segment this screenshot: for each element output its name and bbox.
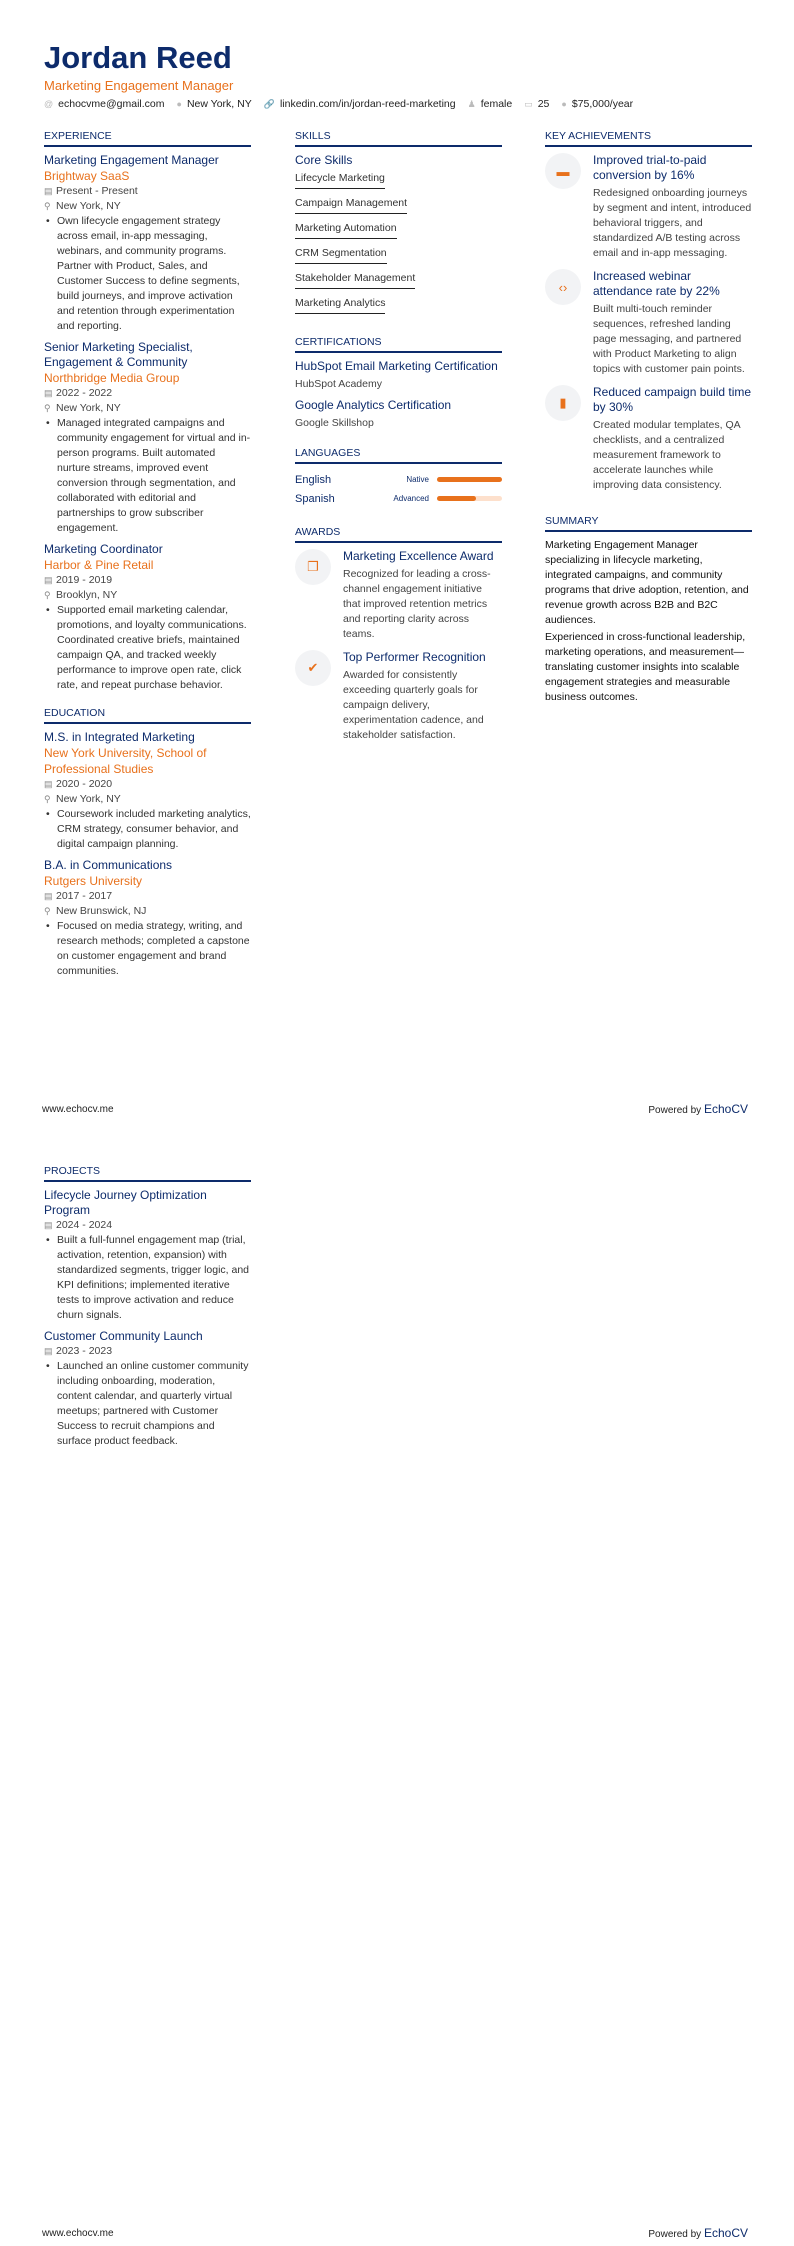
dates-text: 2020 - 2020 [56,778,113,790]
language-proficiency-fill [437,496,476,501]
footer-site-page2[interactable]: www.echocv.me [42,2228,114,2239]
brand-logo: EchoCV [703,1102,748,1116]
entry-organization: Brightway SaaS [44,169,130,183]
awards-heading: AWARDS [295,526,502,543]
bullet: • Managed integrated campaigns and community engagement for virtual and in-person programs. Built automated nurture streams, improved event conversion through segmentation, and collaborated with editorial and partnerships to grow subscriber engagement. [44,416,251,536]
entry-dates [44,1218,251,1233]
contact-item[interactable] [561,98,633,110]
contact-item[interactable] [177,98,252,110]
email-icon: @ [44,99,54,109]
calendar-icon: ▭ [524,99,533,109]
contact-text: female [480,98,513,110]
contact-text: 25 [537,98,550,110]
brand-logo: EchoCV [703,2226,748,2240]
bullet: • Own lifecycle engagement strategy across email, in-app messaging, webinars, and community programs. Partner with Product, Sales, and Customer Success to define segments, build journeys, and improve activation and retention through experimentation and reporting. [44,214,251,334]
awards-item [295,650,502,743]
skill-row [295,168,502,193]
entry-title: Marketing Coordinator [44,542,163,556]
location-text: Brooklyn, NY [56,589,118,601]
calendar-icon: ▤ [44,1346,53,1356]
dates-text: 2017 - 2017 [56,890,113,902]
card-body [593,153,752,261]
card-title: Marketing Excellence Award [343,549,494,563]
card-body [593,385,752,493]
entry-dates [44,1344,251,1359]
skills-heading: SKILLS [295,130,502,147]
person-icon: ♟ [467,99,476,109]
experience-entry [44,153,251,334]
education-entry [44,858,251,979]
location-pin-icon: ⚲ [44,906,51,916]
awards-item [295,549,502,642]
footer-powered-page2 [648,2226,748,2240]
clipboard-icon: ❐ [295,549,331,585]
calendar-icon: ▤ [44,388,53,398]
contact-item[interactable] [44,98,165,110]
skill-row [295,268,502,293]
entry-bullets [44,919,251,979]
skill-row [295,193,502,218]
language-name: Spanish [295,492,335,505]
skill-item: Lifecycle Marketing [295,169,385,189]
entry-dates [44,386,251,401]
entry-title: Marketing Engagement Manager [44,153,219,167]
summary-paragraph: Experienced in cross-functional leadership, marketing operations, and measurement—translating customer insights into scalable engagement strategies and measurable business outcomes. [545,631,746,703]
entry-title: B.A. in Communications [44,858,173,872]
calendar-icon: ▤ [44,575,53,585]
dates-text: 2023 - 2023 [56,1345,113,1357]
card-body [593,269,752,377]
location-pin-icon: ⚲ [44,403,51,413]
footer-powered [648,1102,748,1116]
card-description: Awarded for consistently exceeding quarterly goals for campaign delivery, experimentation cadence, and stakeholder satisfaction. [343,669,484,741]
education-heading: EDUCATION [44,707,251,724]
contact-text: echocvme@gmail.com [58,98,165,110]
achievements-item [545,153,752,261]
contact-item[interactable] [264,98,456,110]
achievements-item [545,385,752,493]
powered-by-label: Powered by [648,2229,702,2240]
language-proficiency-fill [437,477,502,482]
file-icon: ▮ [545,385,581,421]
dates-text: 2024 - 2024 [56,1219,113,1231]
skill-row [295,243,502,268]
calendar-icon: ▤ [44,1220,53,1230]
entry-location [44,199,251,214]
skill-row [295,293,502,318]
projects-entry [44,1188,251,1323]
code-icon: ‹› [545,269,581,305]
skill-item: CRM Segmentation [295,244,387,264]
left-column [44,130,251,993]
achievements-item [545,269,752,377]
powered-by-label: Powered by [648,1105,702,1116]
dates-text: 2022 - 2022 [56,387,113,399]
skill-group-title: Core Skills [295,153,353,167]
entry-title: Lifecycle Journey Optimization Program [44,1188,207,1217]
language-level: Native [406,475,429,484]
entry-organization: Rutgers University [44,874,143,888]
dates-text: Present - Present [56,185,138,197]
entry-bullets [44,416,251,536]
location-pin-icon: ⚲ [44,201,51,211]
location-icon: ● [176,99,182,109]
calendar-icon: ▤ [44,186,53,196]
skill-item: Marketing Automation [295,219,397,239]
chat-icon: ▬ [545,153,581,189]
experience-entry [44,340,251,536]
certification-issuer: HubSpot Academy [295,378,382,390]
entry-location [44,588,251,603]
entry-organization: New York University, School of Professional Studies [44,746,207,776]
experience-entry [44,542,251,693]
candidate-title: Marketing Engagement Manager [44,78,234,93]
dates-text: 2019 - 2019 [56,574,113,586]
achievements-heading: KEY ACHIEVEMENTS [545,130,752,147]
projects-heading: PROJECTS [44,1165,251,1182]
salary-icon: ● [561,99,567,109]
contact-bar [44,98,633,110]
entry-bullets [44,807,251,852]
bullet: • Focused on media strategy, writing, and research methods; completed a capstone on customer engagement and brand communities. [44,919,251,979]
contact-text: New York, NY [186,98,252,110]
card-title: Increased webinar attendance rate by 22% [593,269,720,298]
card-description: Redesigned onboarding journeys by segment and intent, introduced behavioral triggers, and standardized A/B testing across email and in-app messaging. [593,187,752,259]
entry-dates [44,184,251,199]
entry-organization: Harbor & Pine Retail [44,558,154,572]
entry-bullets [44,603,251,693]
experience-heading: EXPERIENCE [44,130,251,147]
card-body [343,549,502,642]
certification [295,398,502,431]
language-row [295,470,502,489]
certifications-heading: CERTIFICATIONS [295,336,502,353]
certification [295,359,502,392]
contact-text: $75,000/year [571,98,634,110]
entry-title: M.S. in Integrated Marketing [44,730,195,744]
card-description: Created modular templates, QA checklists, and a centralized measurement framework to accelerate launches while improving data consistency. [593,419,741,491]
education-entry [44,730,251,852]
entry-location [44,792,251,807]
language-proficiency-bar [437,477,502,482]
skill-item: Campaign Management [295,194,407,214]
entry-dates [44,889,251,904]
entry-bullets [44,214,251,334]
card-body [343,650,502,743]
certification-name: Google Analytics Certification [295,398,452,412]
skill-item: Marketing Analytics [295,294,385,314]
entry-location [44,401,251,416]
bullet: • Coursework included marketing analytics, CRM strategy, consumer behavior, and digital campaign planning. [44,807,251,852]
skill-row [295,218,502,243]
languages-heading: LANGUAGES [295,447,502,464]
location-pin-icon: ⚲ [44,794,51,804]
entry-bullets [44,1233,251,1323]
link-icon: 🔗 [263,99,275,109]
middle-column [295,130,502,757]
card-title: Improved trial-to-paid conversion by 16% [593,153,707,182]
contact-text: linkedin.com/in/jordan-reed-marketing [279,98,456,110]
right-column [545,130,752,719]
entry-organization: Northbridge Media Group [44,371,180,385]
bullet: • Built a full-funnel engagement map (trial, activation, retention, expansion) with standardized segments, trigger logic, and KPI definitions; implemented iterative tests to improve activation and reduce churn signals. [44,1233,251,1323]
card-title: Top Performer Recognition [343,650,486,664]
entry-bullets [44,1359,251,1449]
location-text: New York, NY [56,200,121,212]
entry-title: Senior Marketing Specialist, Engagement & Community [44,340,193,369]
calendar-icon: ▤ [44,779,53,789]
location-text: New York, NY [56,793,121,805]
bullet: • Supported email marketing calendar, promotions, and loyalty communications. Coordinated creative briefs, maintained campaign QA, and tracked weekly performance to improve open rate, click rate, and repeat purchase behavior. [44,603,251,693]
contact-item[interactable] [468,98,513,110]
entry-location [44,904,251,919]
projects-entry [44,1329,251,1449]
entry-dates [44,573,251,588]
card-description: Recognized for leading a cross-channel engagement initiative that improved retention metrics and reporting clarity across teams. [343,568,491,640]
language-level: Advanced [393,494,429,503]
calendar-icon: ▤ [44,891,53,901]
location-text: New Brunswick, NJ [56,905,147,917]
card-title: Reduced campaign build time by 30% [593,385,752,414]
entry-dates [44,777,251,792]
language-name: English [295,473,332,486]
location-pin-icon: ⚲ [44,590,51,600]
entry-title: Customer Community Launch [44,1329,203,1343]
certification-issuer: Google Skillshop [295,417,374,429]
card-description: Built multi-touch reminder sequences, refreshed landing page messaging, and partnered with Product Marketing to align topics with customer pain points. [593,303,745,375]
certification-name: HubSpot Email Marketing Certification [295,359,498,373]
candidate-name: Jordan Reed [44,40,232,75]
summary-heading: SUMMARY [545,515,752,532]
projects-column [44,1165,251,1463]
footer-site[interactable]: www.echocv.me [42,1104,114,1115]
summary-paragraph: Marketing Engagement Manager specializing in lifecycle marketing, integrated campaigns, and community programs that drive adoption, retention, and revenue growth across B2B and B2C audiences. [545,539,749,626]
language-row [295,489,502,508]
language-proficiency-bar [437,496,502,501]
location-text: New York, NY [56,402,121,414]
check-circle-icon: ✔ [295,650,331,686]
contact-item[interactable] [524,98,549,110]
bullet: • Launched an online customer community including onboarding, moderation, content calendar, and quarterly virtual meetups; partnered with Customer Success to recruit champions and surface product feedback. [44,1359,251,1449]
skill-item: Stakeholder Management [295,269,415,289]
